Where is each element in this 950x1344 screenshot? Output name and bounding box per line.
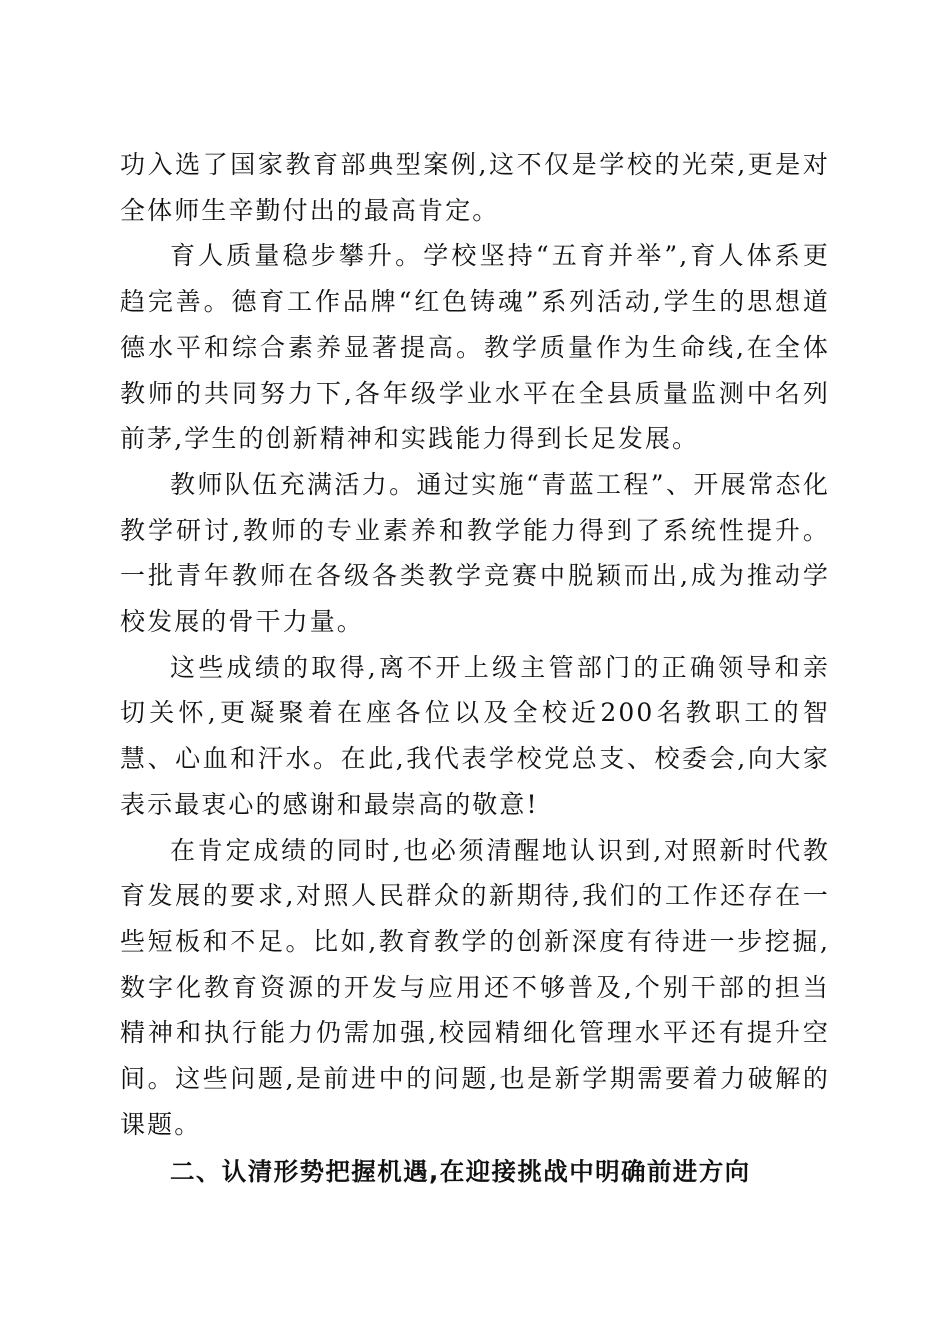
paragraph-continuation: 功入选了国家教育部典型案例,这不仅是学校的光荣,更是对全体师生辛勤付出的最高肯定。 <box>120 150 830 225</box>
document-body <box>120 142 830 1195</box>
section-heading: 二、认清形势把握机遇,在迎接挑战中明确前进方向 <box>170 1157 751 1187</box>
paragraph-teacher-team: 教师队伍充满活力。通过实施“青蓝工程”、开展常态化教学研讨,教师的专业素养和教学能力得到了系统性提升。一批青年教师在各级各类教学竞赛中脱颖而出,成为推动学校发展的骨干力量。 <box>120 469 830 637</box>
paragraph-acknowledgement: 这些成绩的取得,离不开上级主管部门的正确领导和亲切关怀,更凝聚着在座各位以及全校近200名教职工的智慧、心血和汗水。在此,我代表学校党总支、校委会,向大家表示最衷心的感谢和最崇高的敬意! <box>120 652 830 819</box>
paragraph-education-quality: 育人质量稳步攀升。学校坚持“五育并举”,育人体系更趋完善。德育工作品牌“红色铸魂”系列活动,学生的思想道德水平和综合素养显著提高。教学质量作为生命线,在全体教师的共同努力下,各年级学业水平在全县质量监测中名列前茅,学生的创新精神和实践能力得到长足发展。 <box>120 241 830 454</box>
paragraph-shortcomings: 在肯定成绩的同时,也必须清醒地认识到,对照新时代教育发展的要求,对照人民群众的新期待,我们的工作还存在一些短板和不足。比如,教育教学的创新深度有待进一步挖掘,数字化教育资源的开发与应用还不够普及,个别干部的担当精神和执行能力仍需加强,校园精细化管理水平还有提升空间。这些问题,是前进中的问题,也是新学期需要着力破解的课题。 <box>120 835 830 1139</box>
